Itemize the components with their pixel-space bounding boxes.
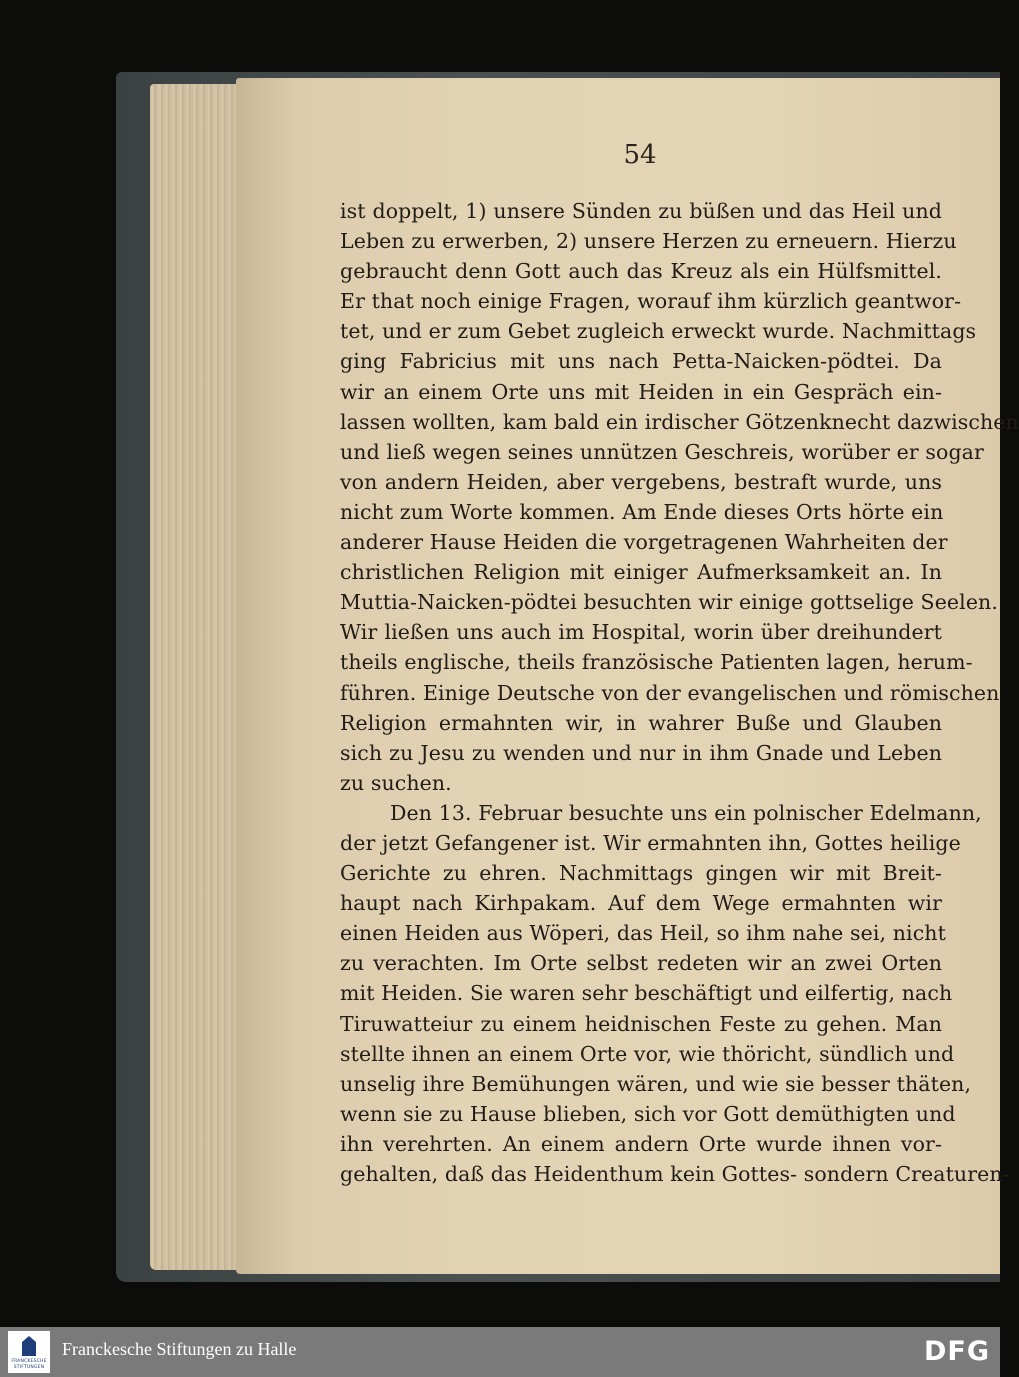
franckesche-stiftungen-logo[interactable] (8, 1331, 50, 1373)
text-line: lassen wollten, kam bald ein irdischer Götzenknecht dazwischen (340, 409, 1019, 434)
text-line: wenn sie zu Hause blieben, sich vor Gott demüthigten und (340, 1101, 956, 1126)
text-line: ist doppelt, 1) unsere Sünden zu büßen und das Heil und (340, 199, 942, 223)
text-line: stellte ihnen an einem Orte vor, wie thöricht, sündlich und (340, 1041, 955, 1066)
text-line: Tiruwatteiur zu einem heidnischen Feste zu gehen. Man (340, 1011, 942, 1036)
text-line: sich zu Jesu zu wenden und nur in ihm Gnade und Leben (340, 740, 942, 765)
text-line: Gerichte zu ehren. Nachmittags gingen wir mit Breit- (340, 861, 942, 886)
text-line: zu suchen. (340, 770, 452, 795)
text-line: gehalten, daß das Heidenthum kein Gottes- sondern Creaturen- (340, 1162, 1010, 1186)
logo-text-line2: STIFTUNGEN (13, 1365, 45, 1370)
text-line: Er that noch einige Fragen, worauf ihm kürzlich geantwor- (340, 289, 962, 314)
text-line: unselig ihre Bemühungen wären, und wie sie besser thäten, (340, 1071, 972, 1096)
logo-text-line1: FRANCKESCHE (11, 1359, 47, 1364)
text-line: theils englische, theils französische Patienten lagen, herum- (340, 650, 973, 675)
page-text (340, 196, 1019, 1189)
text-line: Wir ließen uns auch im Hospital, worin über dreihundert (340, 620, 942, 645)
page-number: 54 (623, 140, 657, 170)
text-line: zu verachten. Im Orte selbst redeten wir an zwei Orten (340, 951, 942, 976)
text-line: mit Heiden. Sie waren sehr beschäftigt und eilfertig, nach (340, 981, 953, 1006)
text-line: einen Heiden aus Wöperi, das Heil, so ihm nahe sei, nicht (340, 921, 946, 946)
text-line: wir an einem Orte uns mit Heiden in ein Gespräch ein- (340, 379, 942, 404)
text-line: Muttia-Naicken-pödtei besuchten wir einige gottselige Seelen. (340, 590, 998, 615)
text-line: führen. Einige Deutsche von der evangelischen und römischen (340, 680, 1000, 705)
footer-bar (0, 1327, 1000, 1377)
text-line: der jetzt Gefangener ist. Wir ermahnten ihn, Gottes heilige (340, 830, 961, 855)
text-line: christlichen Religion mit einiger Aufmerksamkeit an. In (340, 560, 942, 585)
text-line: haupt nach Kirhpakam. Auf dem Wege ermahnten wir (340, 891, 942, 916)
text-line: von andern Heiden, aber vergebens, bestraft wurde, uns (340, 469, 942, 494)
text-line: Religion ermahnten wir, in wahrer Buße und Glauben (340, 710, 942, 735)
text-line: ging Fabricius mit uns nach Petta-Naicken-pödtei. Da (340, 349, 942, 374)
text-line: nicht zum Worte kommen. Am Ende dieses Orts hörte ein (340, 499, 944, 524)
text-line: Den 13. Februar besuchte uns ein polnischer Edelmann, (390, 800, 982, 825)
building-icon (22, 1336, 36, 1356)
dfg-logo[interactable]: DFG (923, 1336, 990, 1367)
text-line: anderer Hause Heiden die vorgetragenen Wahrheiten der (340, 530, 948, 555)
institution-name[interactable]: Franckesche Stiftungen zu Halle (62, 1339, 297, 1359)
text-line: und ließ wegen seines unnützen Geschreis, worüber er sogar (340, 439, 984, 464)
text-line: ihn verehrten. An einem andern Orte wurde ihnen vor- (340, 1131, 942, 1156)
text-line: tet, und er zum Gebet zugleich erweckt wurde. Nachmittags (340, 319, 977, 344)
text-line: Leben zu erwerben, 2) unsere Herzen zu erneuern. Hierzu (340, 229, 957, 254)
text-line: gebraucht denn Gott auch das Kreuz als ein Hülfsmittel. (340, 259, 942, 284)
